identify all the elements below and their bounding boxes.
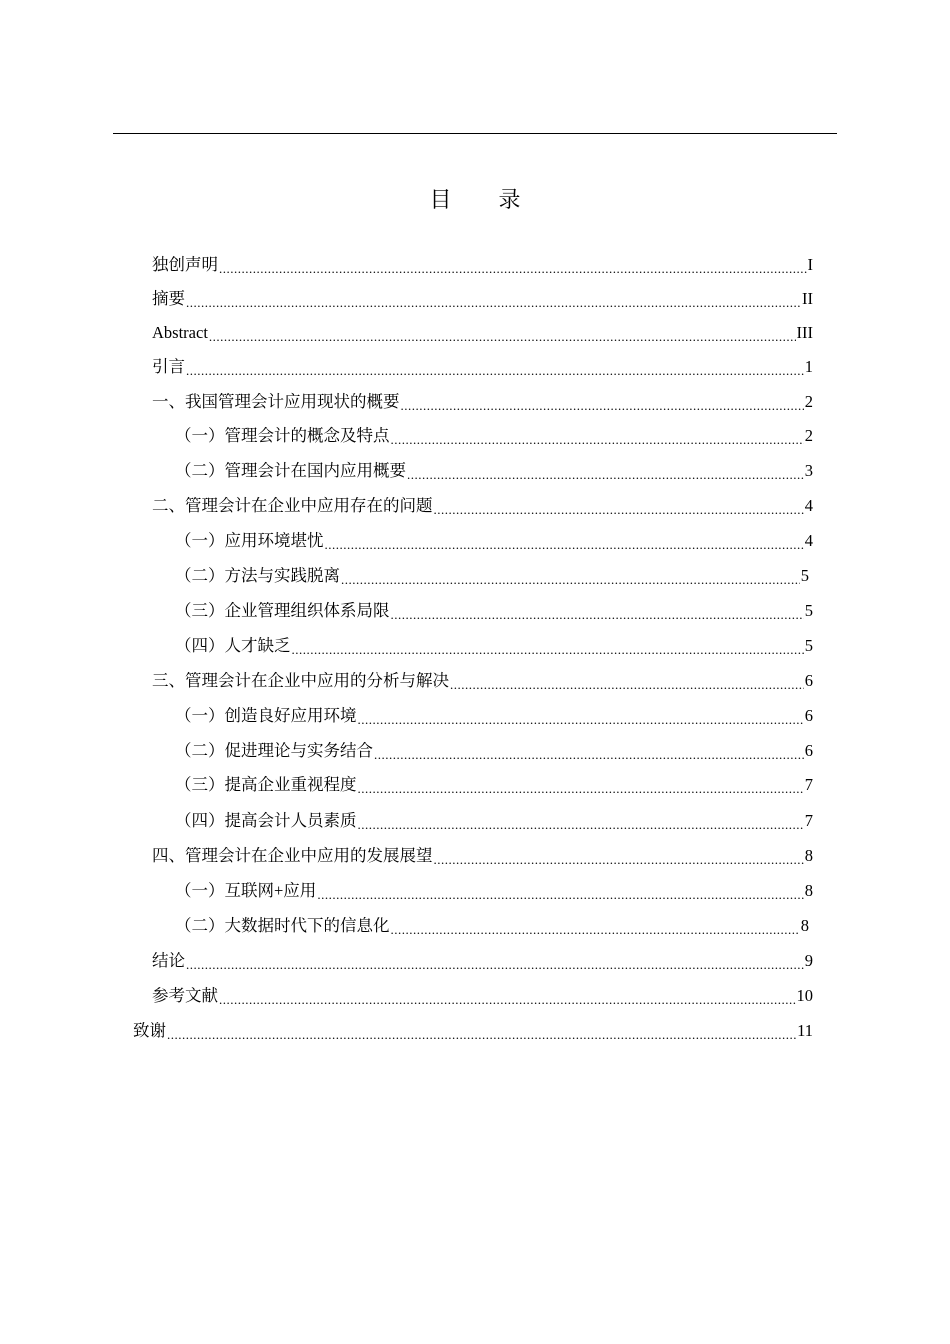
toc-entry-page: 4 (804, 530, 813, 550)
toc-entry-label: 二、管理会计在企业中应用存在的问题 (152, 495, 433, 515)
leader-dots (391, 433, 804, 446)
toc-entry-label: 独创声明 (152, 254, 218, 274)
toc-entry-label: （四）提高会计人员素质 (175, 810, 357, 830)
leader-dots (219, 262, 807, 275)
leader-dots (219, 993, 796, 1006)
toc-entry-page: 2 (804, 425, 813, 445)
toc-title: 目 录 (429, 188, 541, 213)
leader-dots (358, 782, 804, 795)
leader-dots (391, 608, 804, 621)
toc-entry-page: 8 (804, 880, 813, 900)
toc-entry[interactable] (152, 385, 813, 419)
leader-dots (358, 818, 804, 831)
toc-entry-label: 参考文献 (152, 985, 218, 1005)
leader-dots (341, 573, 800, 586)
toc-entry-label: Abstract (152, 322, 208, 342)
toc-entry[interactable] (175, 454, 813, 488)
toc-entry-label: 结论 (152, 950, 185, 970)
toc-entry[interactable] (175, 699, 813, 733)
toc-entry-label: （二）管理会计在国内应用概要 (175, 460, 406, 480)
toc-entry-page: 4 (804, 495, 813, 515)
toc-entry[interactable] (152, 282, 813, 316)
toc-entry[interactable] (152, 944, 813, 978)
toc-entry[interactable] (175, 909, 809, 943)
leader-dots (167, 1028, 796, 1041)
toc-entry-page: 5 (804, 600, 813, 620)
toc-entry-page: 10 (796, 985, 813, 1005)
leader-dots (374, 748, 804, 761)
leader-dots (407, 468, 804, 481)
toc-entry-label: 一、我国管理会计应用现状的概要 (152, 391, 400, 411)
toc-entry-page: 7 (804, 774, 813, 794)
toc-entry[interactable] (152, 839, 813, 873)
toc-entry-page: II (802, 288, 813, 308)
toc-entry-label: 三、管理会计在企业中应用的分析与解决 (152, 670, 449, 690)
leader-dots (186, 364, 804, 377)
leader-dots (434, 853, 804, 866)
toc-entry-page: 5 (804, 635, 813, 655)
toc-entry[interactable] (133, 1014, 813, 1048)
toc-entry[interactable] (175, 874, 813, 908)
toc-entry-label: 四、管理会计在企业中应用的发展展望 (152, 845, 433, 865)
toc-entry-label: （一）创造良好应用环境 (175, 705, 357, 725)
toc-entry-page: 6 (804, 705, 813, 725)
toc-entry-page: 8 (800, 915, 809, 935)
toc-entry[interactable] (175, 768, 813, 802)
toc-entry[interactable] (175, 734, 813, 768)
leader-dots (358, 713, 804, 726)
toc-entry-label: （四）人才缺乏 (175, 635, 291, 655)
toc-entry-label: 致谢 (133, 1020, 166, 1040)
leader-dots (401, 399, 804, 412)
header-rule (113, 133, 837, 134)
toc-entry[interactable] (152, 664, 813, 698)
toc-entry-label: （一）互联网+应用 (175, 880, 317, 900)
toc-entry-page: 9 (804, 950, 813, 970)
toc-entry[interactable] (175, 594, 813, 628)
toc-entry-page: 5 (800, 565, 809, 585)
leader-dots (434, 503, 804, 516)
toc-entry-page: 1 (804, 356, 813, 376)
toc-entry[interactable] (175, 419, 813, 453)
leader-dots (450, 678, 804, 691)
toc-entry-label: （二）大数据时代下的信息化 (175, 915, 390, 935)
toc-entry-label: （三）企业管理组织体系局限 (175, 600, 390, 620)
toc-entry-page: III (796, 322, 813, 342)
toc-entry[interactable] (175, 559, 809, 593)
toc-entry-label: 引言 (152, 356, 185, 376)
toc-entry[interactable] (152, 316, 813, 350)
toc-entry-page: 3 (804, 460, 813, 480)
toc-entry[interactable] (175, 629, 813, 663)
toc-entry[interactable] (152, 350, 813, 384)
toc-entry-label: （一）应用环境堪忧 (175, 530, 324, 550)
toc-entry[interactable] (152, 489, 813, 523)
leader-dots (292, 643, 804, 656)
toc-entry[interactable] (152, 979, 813, 1013)
toc-entry-page: 8 (804, 845, 813, 865)
toc-entry-label: （二）促进理论与实务结合 (175, 740, 373, 760)
toc-entry-label: （三）提高企业重视程度 (175, 774, 357, 794)
toc-entry-page: 2 (804, 391, 813, 411)
toc-entry-page: 6 (804, 740, 813, 760)
toc-entry-page: 11 (797, 1020, 813, 1040)
leader-dots (317, 888, 803, 901)
toc-entry-label: 摘要 (152, 288, 185, 308)
leader-dots (209, 330, 796, 343)
toc-entry-page: I (807, 254, 813, 274)
toc-entry-page: 7 (804, 810, 813, 830)
leader-dots (186, 958, 804, 971)
toc-entry[interactable] (175, 524, 813, 558)
toc-entry[interactable] (175, 804, 813, 838)
toc-entry[interactable] (152, 248, 813, 282)
toc-entry-label: （二）方法与实践脱离 (175, 565, 340, 585)
leader-dots (391, 923, 800, 936)
leader-dots (186, 296, 801, 309)
toc-entry-page: 6 (804, 670, 813, 690)
leader-dots (325, 538, 804, 551)
toc-entry-label: （一）管理会计的概念及特点 (175, 425, 390, 445)
